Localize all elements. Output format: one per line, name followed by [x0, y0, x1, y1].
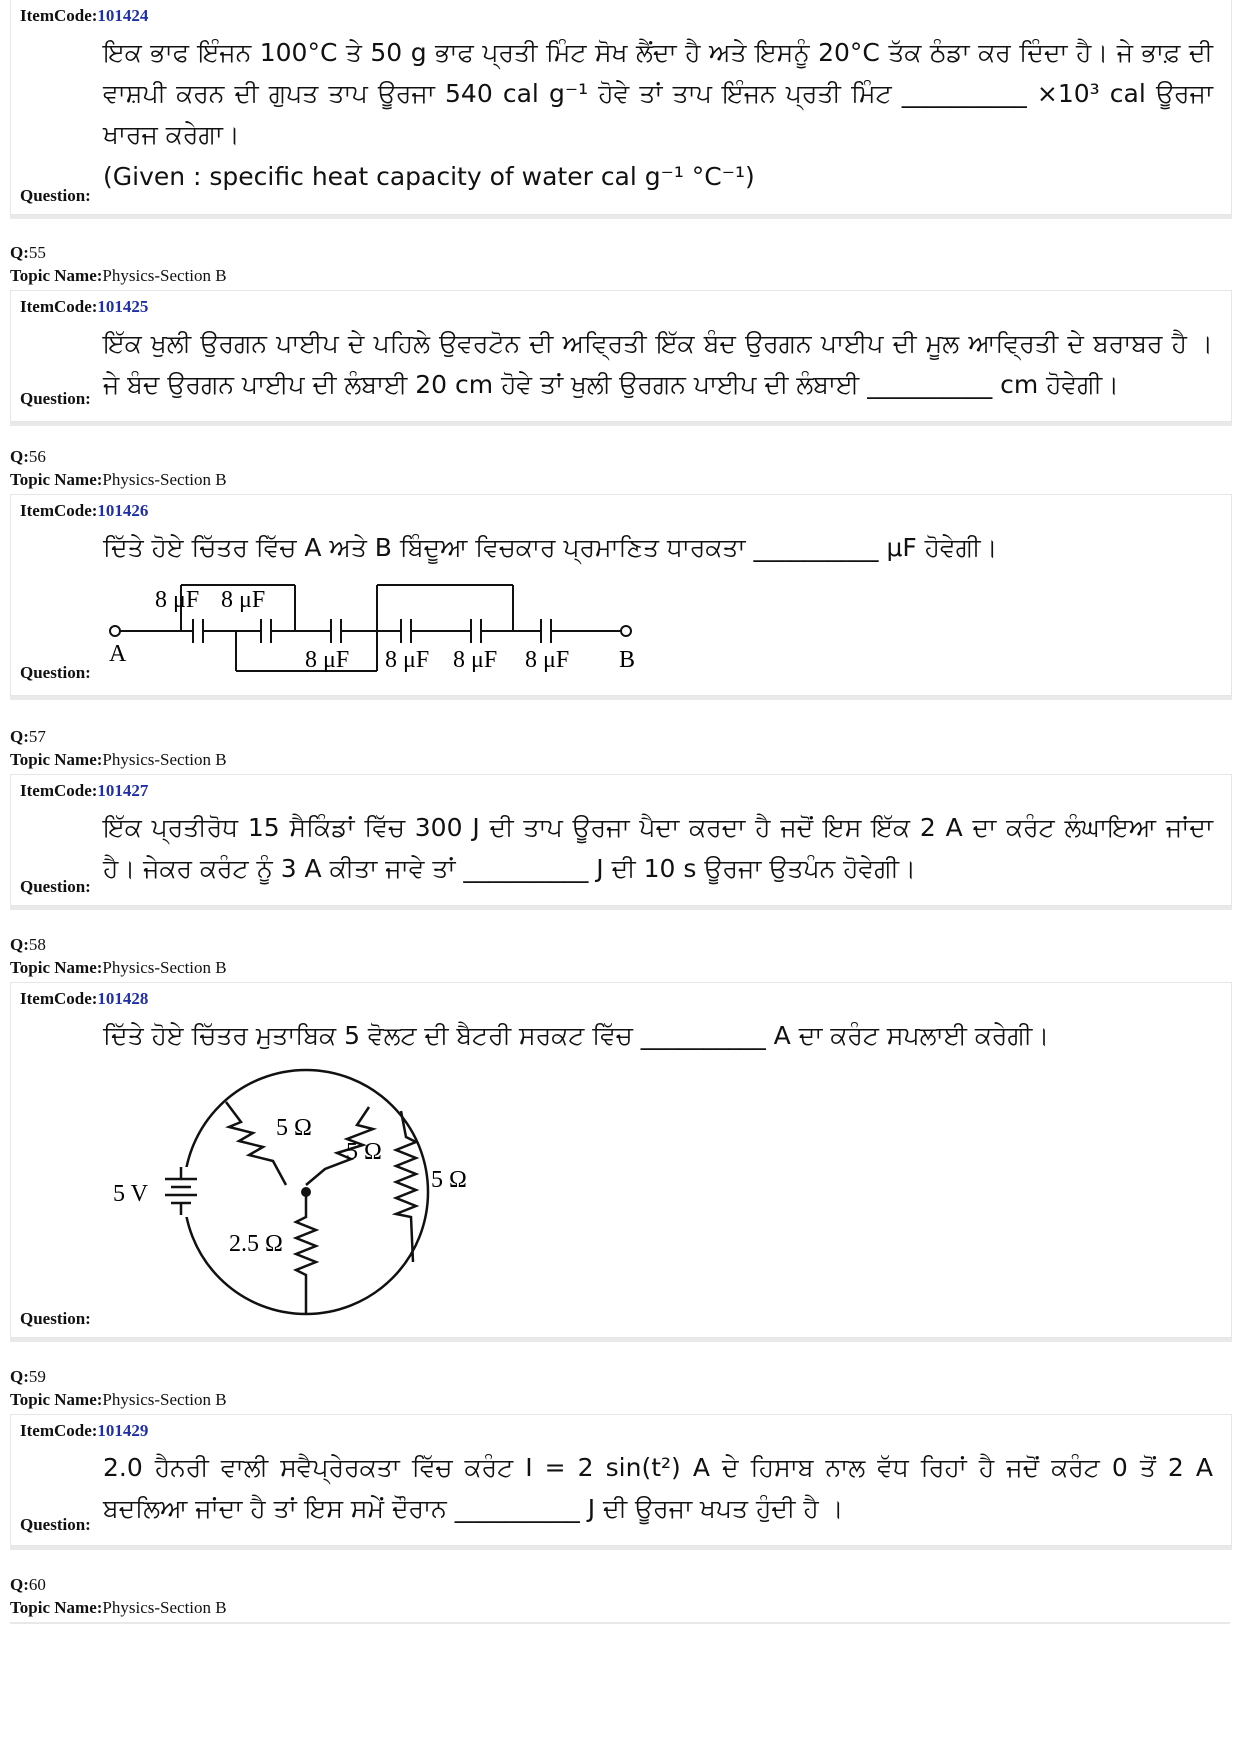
- label-resistor-3: 5 Ω: [431, 1167, 467, 1193]
- question-number: Q:57: [10, 727, 46, 746]
- topic-name: Topic Name:Physics-Section B: [10, 750, 227, 769]
- topic-name: Topic Name:Physics-Section B: [10, 1390, 227, 1409]
- question-number: Q:56: [10, 447, 46, 466]
- itemcode: ItemCode:101424: [20, 6, 149, 25]
- label-resistor-1: 5 Ω: [276, 1115, 312, 1141]
- label-cap-bottom-3: 8 μF: [453, 647, 498, 673]
- question-number: Q:55: [10, 243, 46, 262]
- question-card-101425: [10, 290, 1232, 422]
- question-label: Question:: [20, 1309, 91, 1328]
- topic-name: Topic Name:Physics-Section B: [10, 958, 227, 977]
- topic-name: Topic Name:Physics-Section B: [10, 470, 227, 489]
- question-text: ਦਿੱਤੇ ਹੋਏ ਚਿੱਤਰ ਵਿੱਚ A ਅਤੇ B ਬਿੰਦੂਆ ਵਿਚਕਾਰ ਪ੍ਰਮਾਣਿਤ ਧਾਰਕਤਾ __________ μF ਹੋਵੇਗੀ।: [103, 533, 998, 562]
- question-card-101424: [10, 0, 1232, 215]
- label-resistor-4: 2.5 Ω: [229, 1231, 283, 1257]
- capacitor-circuit-diagram: [101, 577, 701, 687]
- topic-name: Topic Name:Physics-Section B: [10, 1598, 227, 1617]
- label-cap-bottom-1: 8 μF: [305, 647, 350, 673]
- question-card-101426: [10, 494, 1232, 696]
- label-point-b: B: [619, 647, 636, 673]
- question-card-101429: [10, 1414, 1232, 1546]
- question-text: 2.0 ਹੈਨਰੀ ਵਾਲੀ ਸਵੈਪ੍ਰੇਰਕਤਾ ਵਿੱਚ ਕਰੰਟ I = 2 sin(t²) A ਦੇ ਹਿਸਾਬ ਨਾਲ ਵੱਧ ਰਿਹਾਂ ਹੈ ਜਦੋਂ ਕਰੰਟ 0 ਤੋਂ 2 A ਬਦਲਿਆ ਜਾਂਦਾ ਹੈ ਤਾਂ ਇਸ ਸਮੇਂ ਦੌਰਾਨ __________ J ਦੀ ਊਰਜਾ ਖਪਤ ਹੁੰਦੀ ਹੈ ।: [103, 1453, 1213, 1523]
- label-cap-bottom-2: 8 μF: [385, 647, 430, 673]
- itemcode: ItemCode:101425: [20, 297, 149, 316]
- label-cap-bottom-4: 8 μF: [525, 647, 570, 673]
- label-point-a: A: [109, 641, 127, 667]
- itemcode: ItemCode:101428: [20, 989, 149, 1008]
- question-label: Question:: [20, 186, 91, 205]
- question-card-101427: [10, 774, 1232, 906]
- question-number: Q:59: [10, 1367, 46, 1386]
- question-text: ਦਿੱਤੇ ਹੋਏ ਚਿੱਤਰ ਮੁਤਾਬਿਕ 5 ਵੋਲਟ ਦੀ ਬੈਟਰੀ ਸਰਕਟ ਵਿੱਚ __________ A ਦਾ ਕਰੰਟ ਸਪਲਾਈ ਕਰੇਗੀ।: [103, 1021, 1050, 1050]
- label-battery-5v: 5 V: [113, 1181, 148, 1207]
- question-card-101428: [10, 982, 1232, 1338]
- resistor-circuit-diagram: [101, 1067, 501, 1317]
- card-top-edge: [10, 1622, 1230, 1624]
- question-label: Question:: [20, 1515, 91, 1534]
- label-cap-top-1: 8 μF: [155, 587, 200, 613]
- label-cap-top-2: 8 μF: [221, 587, 266, 613]
- question-text: ਇੱਕ ਪ੍ਰਤੀਰੋਧ 15 ਸੈਕਿੰਡਾਂ ਵਿੱਚ 300 J ਦੀ ਤਾਪ ਊਰਜਾ ਪੈਦਾ ਕਰਦਾ ਹੈ ਜਦੋਂ ਇਸ ਇੱਕ 2 A ਦਾ ਕਰੰਟ ਲੰਘਾਇਆ ਜਾਂਦਾ ਹੈ। ਜੇਕਰ ਕਰੰਟ ਨੂੰ 3 A ਕੀਤਾ ਜਾਵੇ ਤਾਂ __________ J ਦੀ 10 s ਊਰਜਾ ਉਤਪੰਨ ਹੋਵੇਗੀ।: [103, 813, 1213, 883]
- question-given: (Given : specific heat capacity of water cal g⁻¹ °C⁻¹): [103, 162, 755, 191]
- itemcode: ItemCode:101427: [20, 781, 149, 800]
- question-label: Question:: [20, 389, 91, 408]
- question-number: Q:58: [10, 935, 46, 954]
- label-resistor-2: 5 Ω: [346, 1139, 382, 1165]
- question-number: Q:60: [10, 1575, 46, 1594]
- question-label: Question:: [20, 663, 91, 682]
- question-label: Question:: [20, 877, 91, 896]
- itemcode: ItemCode:101429: [20, 1421, 149, 1440]
- itemcode: ItemCode:101426: [20, 501, 149, 520]
- topic-name: Topic Name:Physics-Section B: [10, 266, 227, 285]
- question-text: ਇਕ ਭਾਫ ਇੰਜਨ 100°C ਤੇ 50 g ਭਾਫ ਪ੍ਰਤੀ ਮਿੰਟ ਸੋਖ ਲੈਂਦਾ ਹੈ ਅਤੇ ਇਸਨੂੰ 20°C ਤੱਕ ਠੰਡਾ ਕਰ ਦਿੰਦਾ ਹੈ। ਜੇ ਭਾਫ਼ ਦੀ ਵਾਸ਼ਪੀ ਕਰਨ ਦੀ ਗੁਪਤ ਤਾਪ ਊਰਜਾ 540 cal g⁻¹ ਹੋਵੇ ਤਾਂ ਤਾਪ ਇੰਜਨ ਪ੍ਰਤੀ ਮਿੰਟ __________ ×10³ cal ਊਰਜਾ ਖਾਰਜ ਕਰੇਗਾ।: [103, 38, 1213, 149]
- question-text: ਇੱਕ ਖੁਲੀ ਉਰਗਨ ਪਾਈਪ ਦੇ ਪਹਿਲੇ ਉਵਰਟੋਨ ਦੀ ਅਵ੍ਰਿਤੀ ਇੱਕ ਬੰਦ ਉਰਗਨ ਪਾਈਪ ਦੀ ਮੂਲ ਆਵ੍ਰਿਤੀ ਦੇ ਬਰਾਬਰ ਹੈ । ਜੇ ਬੰਦ ਉਰਗਨ ਪਾਈਪ ਦੀ ਲੰਬਾਈ 20 cm ਹੋਵੇ ਤਾਂ ਖੁਲੀ ਉਰਗਨ ਪਾਈਪ ਦੀ ਲੰਬਾਈ __________ cm ਹੋਵੇਗੀ।: [103, 329, 1213, 399]
